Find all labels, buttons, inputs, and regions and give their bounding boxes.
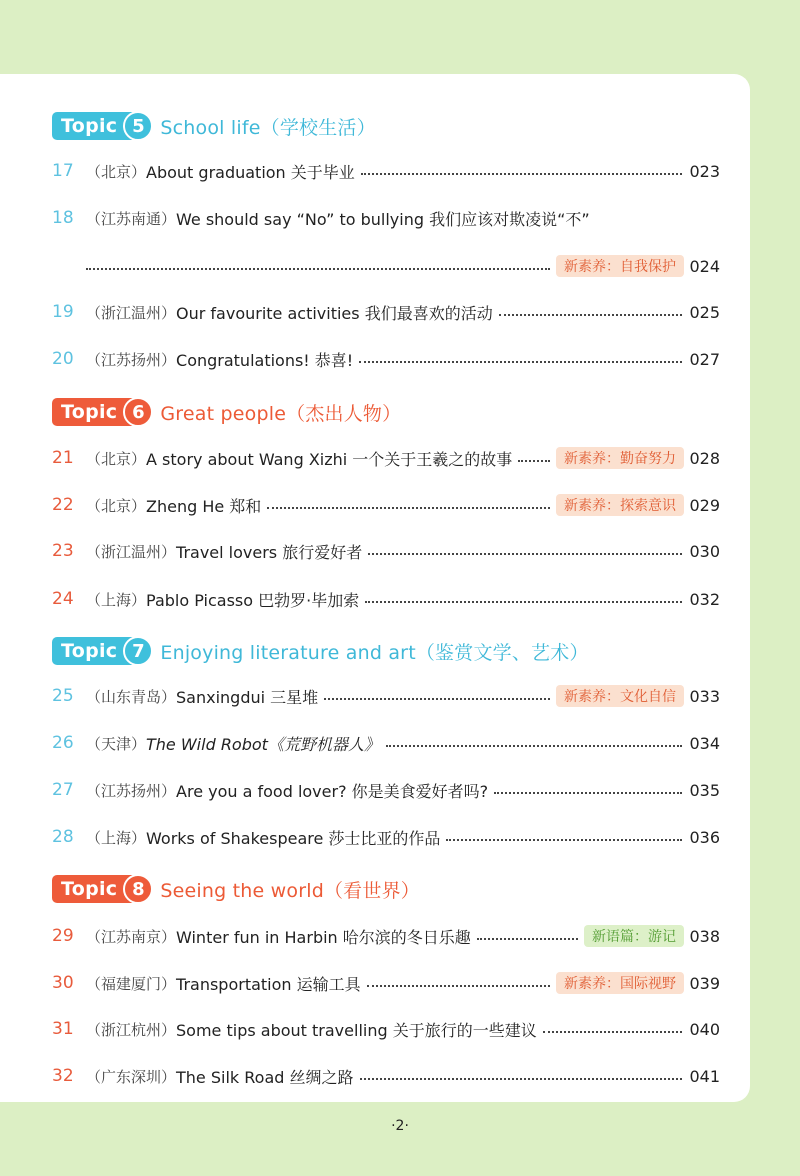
- literacy-badge: 新素养：文化自信: [556, 685, 684, 707]
- leader-dots: [518, 460, 550, 462]
- toc-entry-25[interactable]: [52, 683, 720, 709]
- topic-title: Seeing the world（看世界）: [160, 879, 420, 902]
- entry-region: （浙江温州）: [86, 303, 177, 322]
- toc-entry-29[interactable]: [52, 923, 720, 949]
- leader-dots: [477, 938, 578, 940]
- entry-page: 033: [689, 686, 720, 706]
- toc-entry-26[interactable]: [52, 730, 720, 756]
- entry-title: Winter fun in Harbin 哈尔滨的冬日乐趣: [176, 927, 471, 947]
- topic-number: 7: [123, 636, 153, 666]
- entry-number: 17: [52, 161, 74, 181]
- entry-number: 21: [52, 448, 74, 468]
- topic-header-8: [52, 874, 420, 904]
- entry-page: 041: [689, 1066, 720, 1086]
- topic-number: 8: [123, 874, 153, 904]
- entry-number: 18: [52, 208, 74, 228]
- entry-title: Congratulations! 恭喜!: [176, 350, 354, 370]
- leader-dots: [365, 601, 682, 603]
- entry-page: 034: [689, 733, 720, 753]
- entry-region: （江苏南京）: [86, 927, 177, 946]
- leader-dots: [324, 698, 550, 700]
- entry-title: Some tips about travelling 关于旅行的一些建议: [176, 1020, 537, 1040]
- entry-page: 036: [689, 827, 720, 847]
- leader-dots: [360, 1078, 683, 1080]
- entry-title: The Silk Road 丝绸之路: [176, 1067, 354, 1087]
- toc-entry-17[interactable]: [52, 158, 720, 184]
- literacy-badge: 新素养：国际视野: [556, 972, 684, 994]
- toc-entry-23[interactable]: [52, 538, 720, 564]
- entry-number: 26: [52, 733, 74, 753]
- entry-number: 30: [52, 973, 74, 993]
- entry-number: 19: [52, 302, 74, 322]
- entry-page: 038: [689, 926, 720, 946]
- topic-label: Topic: [52, 637, 139, 665]
- toc-entry-19[interactable]: [52, 299, 720, 325]
- topic-label: Topic: [52, 112, 139, 140]
- page-number: ·2·: [391, 1118, 409, 1134]
- topic-header-6: [52, 397, 401, 427]
- entry-title: Pablo Picasso 巴勃罗·毕加索: [146, 590, 360, 610]
- leader-dots: [446, 839, 682, 841]
- entry-region: （广东深圳）: [86, 1067, 177, 1086]
- entry-region: （福建厦门）: [86, 974, 177, 993]
- entry-region: （江苏南通）: [86, 209, 177, 228]
- topic-title: School life（学校生活）: [160, 116, 376, 139]
- toc-entry-32[interactable]: [52, 1063, 720, 1089]
- entry-number: 20: [52, 349, 74, 369]
- entry-page: 024: [689, 256, 720, 276]
- topic-number: 5: [123, 111, 153, 141]
- entry-page: 029: [689, 495, 720, 515]
- entry-title: Transportation 运输工具: [176, 974, 361, 994]
- literacy-badge: 新素养：探索意识: [556, 494, 684, 516]
- toc-entry-18[interactable]: [52, 205, 720, 231]
- entry-title: Works of Shakespeare 莎士比亚的作品: [146, 828, 441, 848]
- entry-region: （北京）: [86, 162, 147, 181]
- topic-title: Enjoying literature and art（鉴赏文学、艺术）: [160, 641, 589, 664]
- entry-page: 040: [689, 1019, 720, 1039]
- entry-title: Our favourite activities 我们最喜欢的活动: [176, 303, 493, 323]
- toc-entry-24[interactable]: [52, 586, 720, 612]
- leader-dots: [367, 985, 550, 987]
- toc-entry-22[interactable]: [52, 492, 720, 518]
- leader-dots: [499, 314, 682, 316]
- entry-page: 032: [689, 589, 720, 609]
- leader-dots: [86, 268, 550, 270]
- entry-region: （北京）: [86, 496, 147, 515]
- leader-dots: [368, 553, 682, 555]
- toc-entry-30[interactable]: [52, 970, 720, 996]
- leader-dots: [361, 173, 682, 175]
- leader-dots: [494, 792, 682, 794]
- entry-region: （山东青岛）: [86, 687, 177, 706]
- entry-page: 035: [689, 780, 720, 800]
- entry-region: （浙江杭州）: [86, 1020, 177, 1039]
- topic-header-7: [52, 636, 589, 666]
- leader-dots: [359, 361, 682, 363]
- entry-page: 025: [689, 302, 720, 322]
- entry-number: 23: [52, 541, 74, 561]
- entry-page: 030: [689, 541, 720, 561]
- literacy-badge: 新素养：勤奋努力: [556, 447, 684, 469]
- entry-page: 028: [689, 448, 720, 468]
- toc-entry-21[interactable]: [52, 445, 720, 471]
- entry-title: Travel lovers 旅行爱好者: [176, 542, 363, 562]
- entry-region: （上海）: [86, 828, 147, 847]
- toc-entry-18-cont[interactable]: [86, 253, 720, 279]
- entry-number: 29: [52, 926, 74, 946]
- entry-number: 27: [52, 780, 74, 800]
- entry-number: 32: [52, 1066, 74, 1086]
- entry-number: 22: [52, 495, 74, 515]
- entry-title: Zheng He 郑和: [146, 496, 262, 516]
- toc-entry-20[interactable]: [52, 346, 720, 372]
- entry-page: 039: [689, 973, 720, 993]
- entry-region: （北京）: [86, 449, 147, 468]
- leader-dots: [386, 745, 682, 747]
- entry-region: （江苏扬州）: [86, 350, 177, 369]
- entry-title: We should say “No” to bullying 我们应该对欺凌说“不”: [176, 209, 590, 229]
- entry-title: A story about Wang Xizhi 一个关于王羲之的故事: [146, 449, 513, 469]
- entry-region: （上海）: [86, 590, 147, 609]
- entry-page: 023: [689, 161, 720, 181]
- literacy-badge: 新素养：自我保护: [556, 255, 684, 277]
- topic-title: Great people（杰出人物）: [160, 402, 402, 425]
- topic-label: Topic: [52, 875, 139, 903]
- toc-entry-31[interactable]: [52, 1016, 720, 1042]
- toc-entry-28[interactable]: [52, 824, 720, 850]
- genre-badge: 新语篇：游记: [584, 925, 684, 947]
- entry-number: 28: [52, 827, 74, 847]
- leader-dots: [267, 507, 550, 509]
- entry-region: （江苏扬州）: [86, 781, 177, 800]
- entry-title: The Wild Robot《荒野机器人》: [146, 734, 380, 754]
- entry-number: 31: [52, 1019, 74, 1039]
- entry-title: Are you a food lover? 你是美食爱好者吗?: [176, 781, 489, 801]
- entry-number: 24: [52, 589, 74, 609]
- topic-header-5: [52, 111, 376, 141]
- leader-dots: [543, 1031, 682, 1033]
- topic-number: 6: [123, 397, 153, 427]
- entry-title: About graduation 关于毕业: [146, 162, 355, 182]
- topic-label: Topic: [52, 398, 139, 426]
- entry-title: Sanxingdui 三星堆: [176, 687, 319, 707]
- entry-number: 25: [52, 686, 74, 706]
- toc-entry-27[interactable]: [52, 777, 720, 803]
- entry-region: （浙江温州）: [86, 542, 177, 561]
- entry-page: 027: [689, 349, 720, 369]
- entry-region: （天津）: [86, 734, 147, 753]
